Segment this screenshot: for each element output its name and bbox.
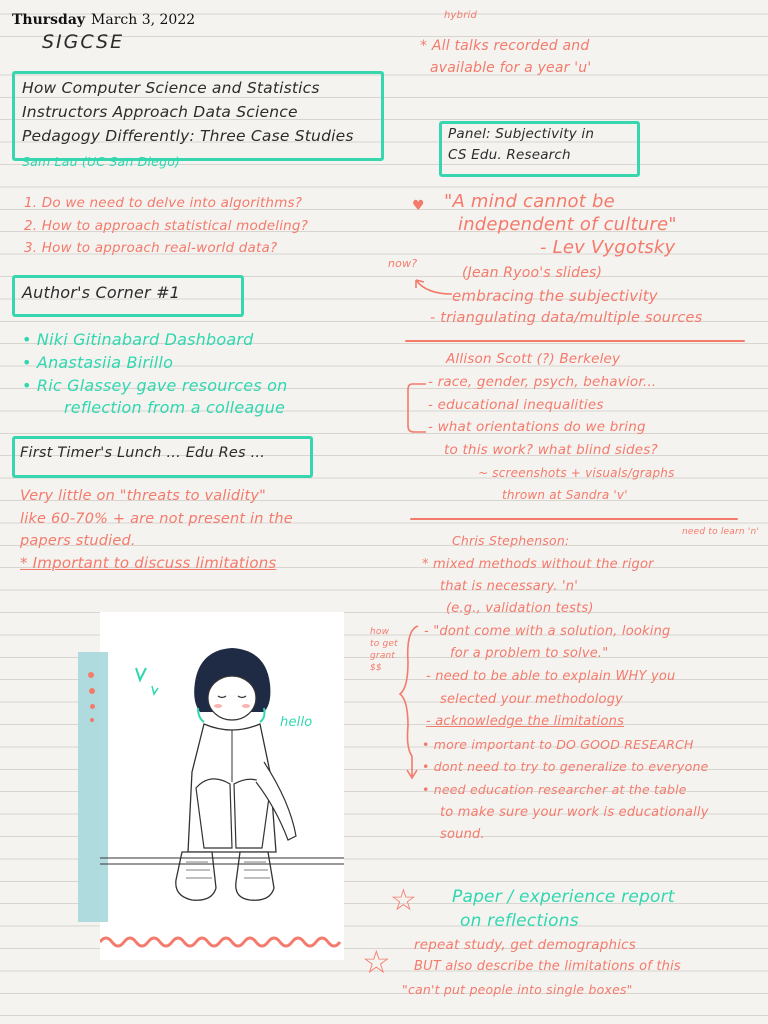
allison-line-2: - race, gender, psych, behavior... (428, 374, 657, 390)
weekday: Thursday (12, 12, 86, 28)
methods-line-11: • need education researcher at the table (422, 782, 687, 797)
methods-line-9: • more important to DO GOOD RESEARCH (422, 737, 694, 752)
slides-line-3: - triangulating data/multiple sources (430, 310, 703, 326)
final-line-2: BUT also describe the limitations of this (414, 959, 681, 974)
decor-dot (90, 704, 95, 709)
allison-line-4: - what orientations do we bring (428, 419, 646, 435)
talk-title-line-1: How Computer Science and Statistics (22, 79, 320, 97)
methods-line-6: - need to be able to explain WHY you (426, 669, 676, 684)
section-divider (405, 340, 745, 342)
star-icon: ☆ (362, 943, 391, 981)
methods-line-3: (e.g., validation tests) (446, 601, 594, 616)
quote-author: - Lev Vygotsky (540, 237, 676, 258)
authors-corner-title: Author's Corner #1 (22, 283, 181, 302)
star-icon: ☆ (390, 883, 418, 918)
grant-note-line-1: how (370, 627, 390, 637)
validity-line-1: Very little on "threats to validity" (20, 488, 267, 504)
author-3: • Ric Glassey gave resources on (22, 376, 288, 395)
now-note: now? (388, 257, 418, 270)
speaker: Sam Lau (UC San Diego) (22, 154, 181, 169)
author-3-cont: reflection from a colleague (64, 398, 286, 417)
grant-note-line-3: grant (370, 651, 396, 661)
methods-line-2: that is necessary. 'n' (440, 579, 579, 594)
date: March 3, 2022 (91, 12, 196, 28)
decor-dot (88, 672, 94, 678)
paper-line-2: on reflections (460, 911, 579, 931)
quote-line-1: "A mind cannot be (444, 191, 615, 212)
validity-line-2: like 60-70% + are not present in the (20, 511, 293, 527)
talk-title-line-2: Instructors Approach Data Science (22, 103, 298, 121)
section-divider (410, 518, 738, 520)
hybrid-note: hybrid (444, 10, 478, 21)
validity-line-3: papers studied. (20, 533, 136, 549)
author-2: • Anastasiia Birillo (22, 353, 174, 372)
methods-line-5: for a problem to solve." (450, 646, 609, 661)
grant-note-line-4: $$ (370, 663, 382, 673)
methods-line-4: - "dont come with a solution, looking (424, 624, 671, 639)
recorded-line-1: * All talks recorded and (420, 38, 590, 54)
allison-line-7: thrown at Sandra 'v' (502, 488, 628, 502)
quote-line-2: independent of culture" (458, 214, 677, 235)
methods-line-8: - acknowledge the limitations (426, 714, 625, 729)
arrow-icon (412, 276, 456, 298)
methods-line-10: • dont need to try to generalize to everyone (422, 759, 709, 774)
slides-line-1: (Jean Ryoo's slides) (462, 265, 603, 281)
important-note: * Important to discuss limitations (20, 554, 277, 572)
bracket-icon (404, 380, 430, 436)
allison-line-6: ~ screenshots + visuals/graphs (478, 466, 675, 480)
question-2: 2. How to approach statistical modeling? (24, 218, 309, 234)
allison-line-5: to this work? what blind sides? (444, 442, 658, 458)
methods-line-1: * mixed methods without the rigor (422, 557, 654, 572)
question-3: 3. How to approach real-world data? (24, 240, 278, 256)
final-line-3: "can't put people into single boxes" (402, 982, 633, 997)
art-hello: hello (280, 715, 313, 730)
recorded-line-2: available for a year 'u' (430, 60, 592, 76)
brace-arrow-icon (398, 622, 422, 782)
talk-title-line-3: Pedagogy Differently: Three Case Studies (22, 127, 354, 145)
methods-line-13: sound. (440, 827, 485, 842)
panel-title-line-2: CS Edu. Research (448, 147, 571, 163)
slides-line-2: embracing the subjectivity (452, 287, 658, 305)
date-header (12, 12, 195, 28)
methods-line-7: selected your methodology (440, 692, 624, 707)
grant-note-line-2: to get (370, 639, 398, 649)
panel-title-line-1: Panel: Subjectivity in (448, 126, 595, 142)
girl-illustration (100, 612, 344, 960)
allison-line-1: Allison Scott (?) Berkeley (446, 351, 621, 367)
question-1: 1. Do we need to delve into algorithms? (24, 195, 303, 211)
final-line-1: repeat study, get demographics (414, 937, 637, 953)
paper-line-1: Paper / experience report (452, 887, 675, 907)
author-1: • Niki Gitinabard Dashboard (22, 330, 254, 349)
decor-dot (90, 718, 94, 722)
need-to-learn-note: need to learn 'n' (682, 527, 760, 537)
allison-line-3: - educational inequalities (428, 397, 604, 413)
first-timers-lunch: First Timer's Lunch ... Edu Res ... (20, 445, 266, 461)
decor-dot (89, 688, 95, 694)
chris-speaker: Chris Stephenson: (452, 533, 570, 548)
heart-icon: ♥ (412, 198, 425, 214)
methods-line-12: to make sure your work is educationally (440, 805, 709, 820)
conference-name: SIGCSE (42, 31, 125, 53)
